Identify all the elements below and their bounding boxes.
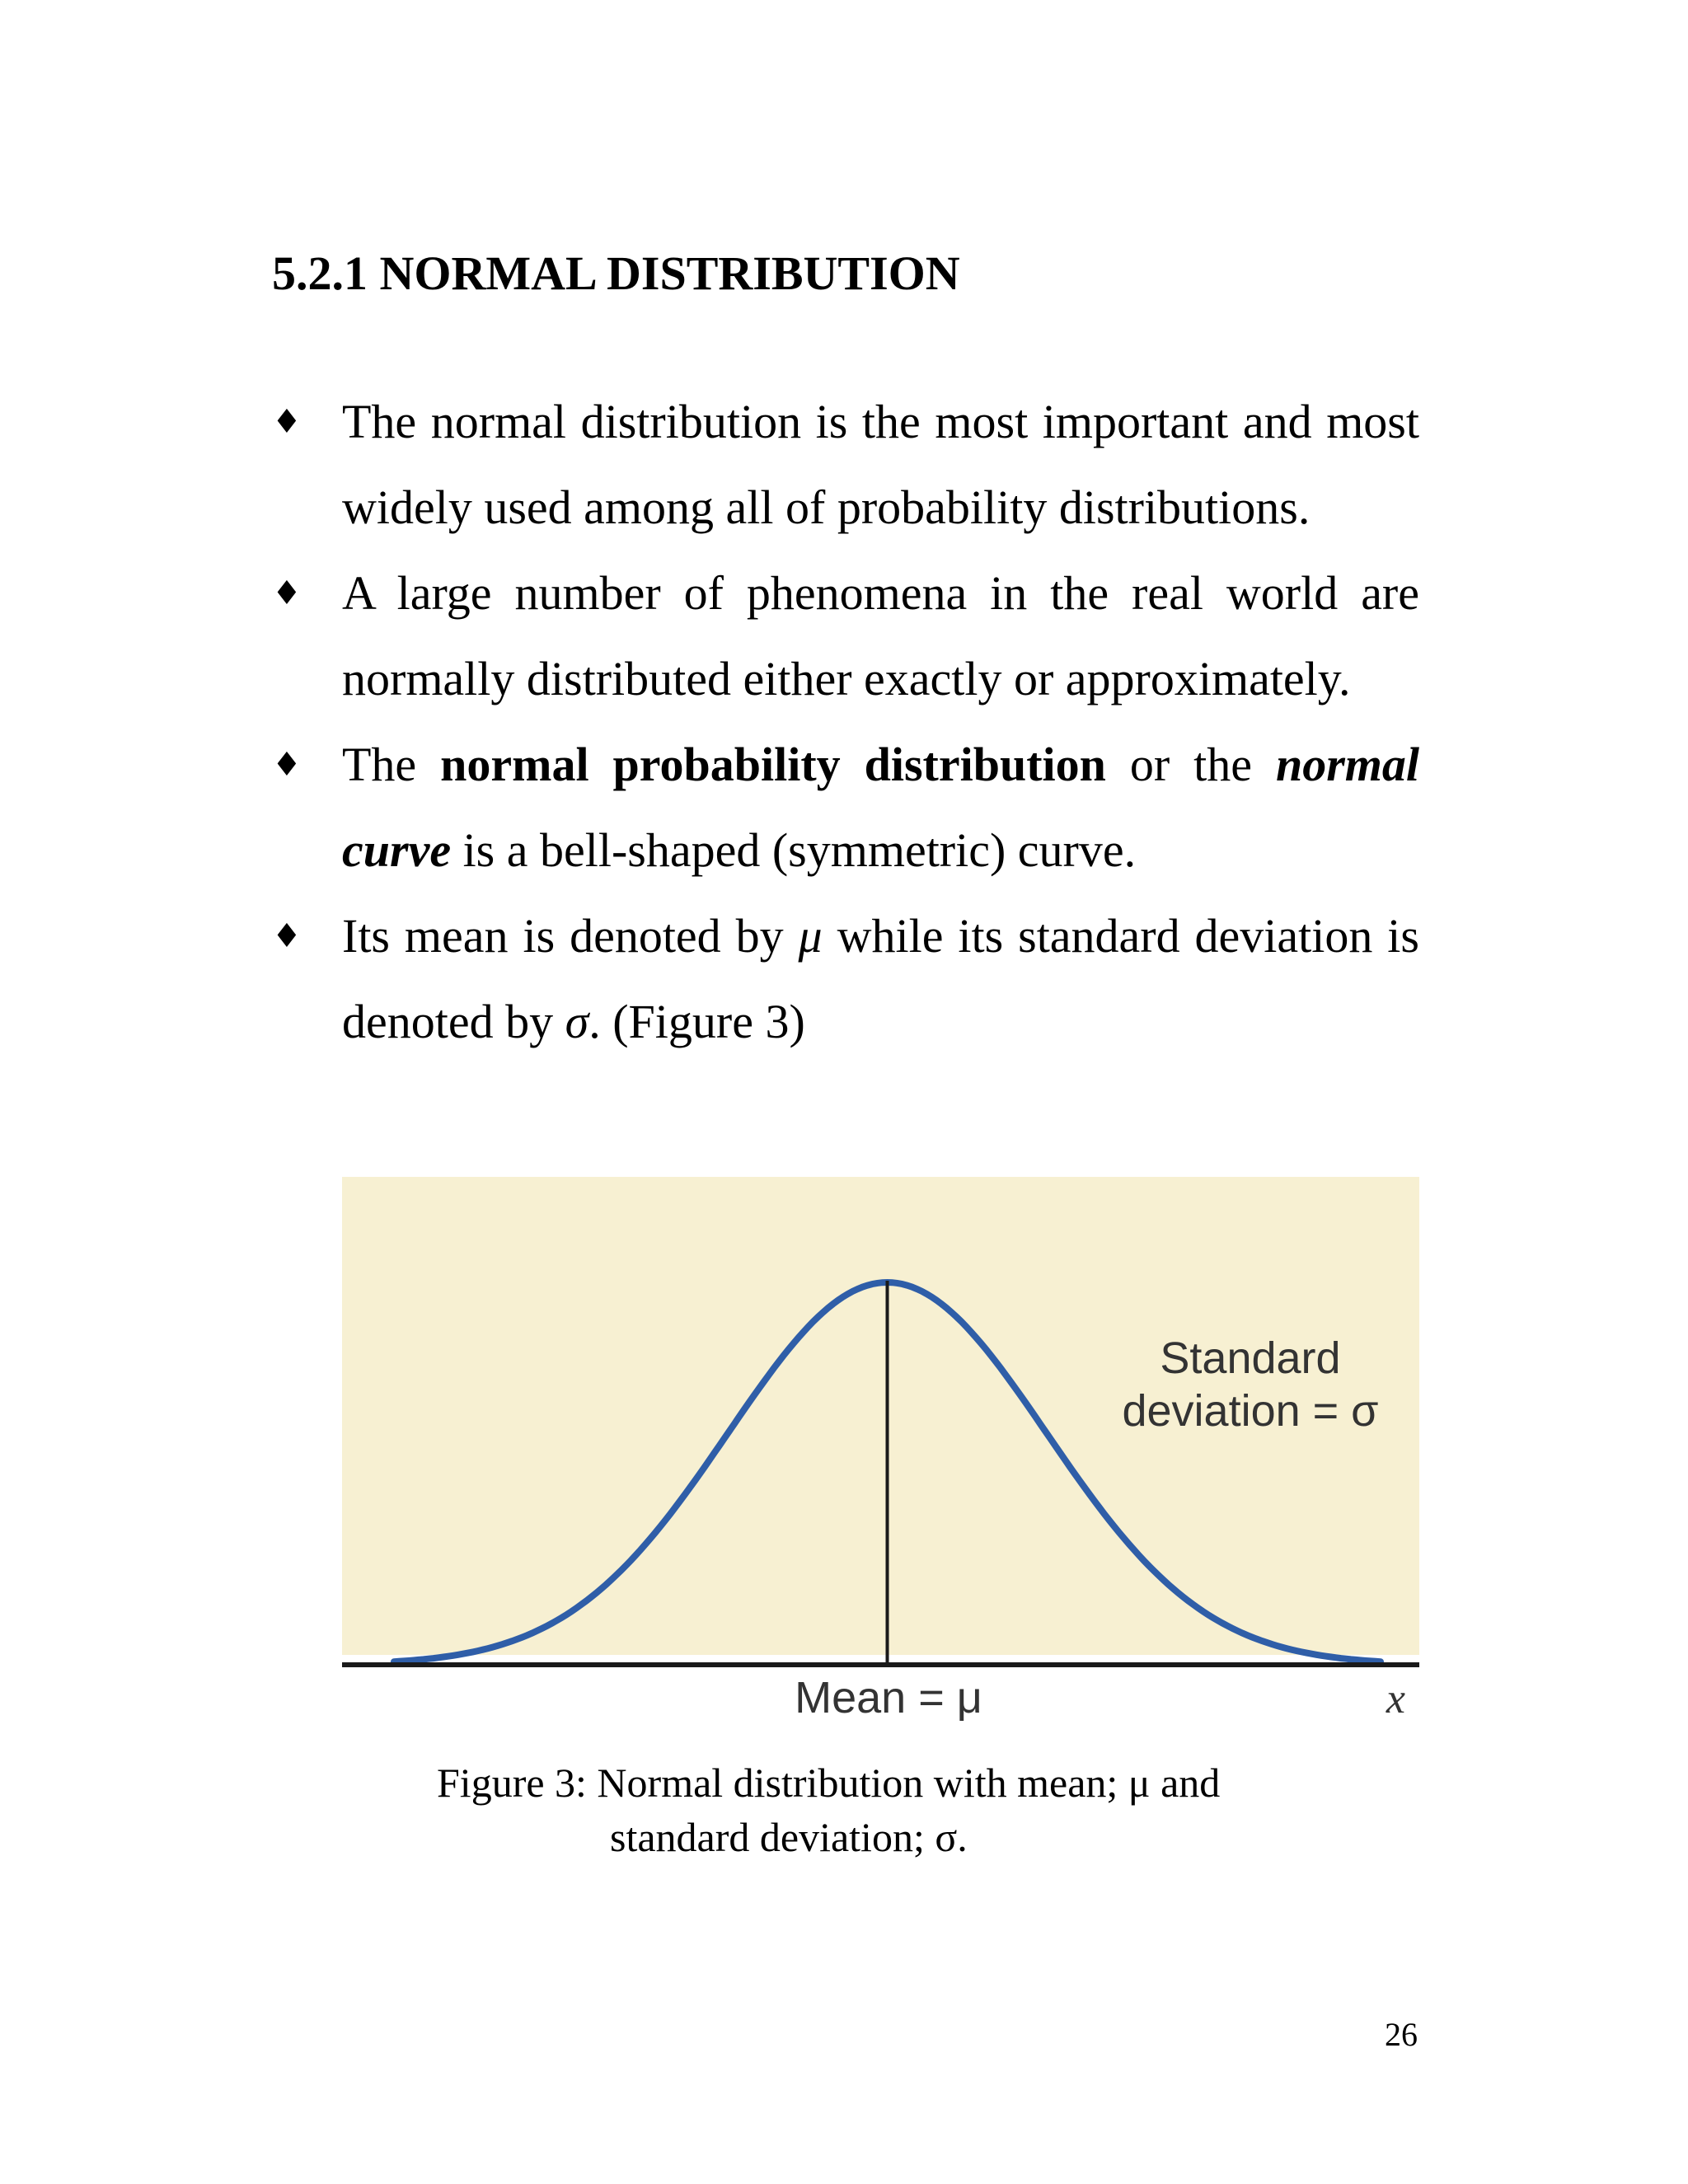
diamond-bullet-icon: ♦: [272, 403, 302, 441]
bullet-text: A large number of phenomena in the real world are normally distributed either exactly or approximately.: [342, 566, 1419, 705]
bullet-item: [272, 551, 1419, 722]
sd-label-line1: Standard: [1160, 1333, 1341, 1383]
bold-italic-term: normal curve: [342, 738, 1419, 877]
bullet-item: [272, 722, 1419, 893]
bullet-list: [272, 379, 1419, 1065]
figure-caption: [437, 1755, 1286, 1864]
mu-symbol: μ: [798, 909, 823, 963]
sd-label-line2: deviation = σ: [1122, 1386, 1379, 1436]
page-number: 26: [1385, 2016, 1418, 2053]
bullet-text-post: . (Figure 3): [588, 995, 805, 1048]
bullet-item: [272, 379, 1419, 551]
bullet-item: [272, 893, 1419, 1065]
caption-line-2: standard deviation; σ.: [610, 1814, 968, 1860]
diamond-bullet-icon: ♦: [272, 746, 302, 784]
bullet-text-pre: The: [342, 738, 441, 791]
x-axis-label: x: [1386, 1675, 1405, 1721]
normal-curve-chart: [342, 1177, 1419, 1721]
bold-term: normal probability distribution: [440, 738, 1106, 791]
diamond-bullet-icon: ♦: [272, 574, 302, 612]
bullet-text-pre: Its mean is denoted by: [342, 909, 799, 963]
section-heading: 5.2.1 NORMAL DISTRIBUTION: [272, 246, 960, 300]
bullet-text: The normal distribution is the most important and most widely used among all of probability distributions.: [342, 395, 1419, 534]
bullet-text-mid: or the: [1105, 738, 1276, 791]
caption-line-1: Figure 3: Normal distribution with mean; μ and: [437, 1760, 1221, 1806]
sigma-symbol: σ: [565, 995, 589, 1048]
mean-label: Mean = μ: [795, 1673, 982, 1721]
diamond-bullet-icon: ♦: [272, 917, 302, 955]
bullet-text-mid: while its standard deviation is denoted by: [342, 909, 1419, 1048]
bullet-text-post: is a bell-shaped (symmetric) curve.: [451, 823, 1137, 877]
normal-distribution-figure: [342, 1177, 1419, 1721]
